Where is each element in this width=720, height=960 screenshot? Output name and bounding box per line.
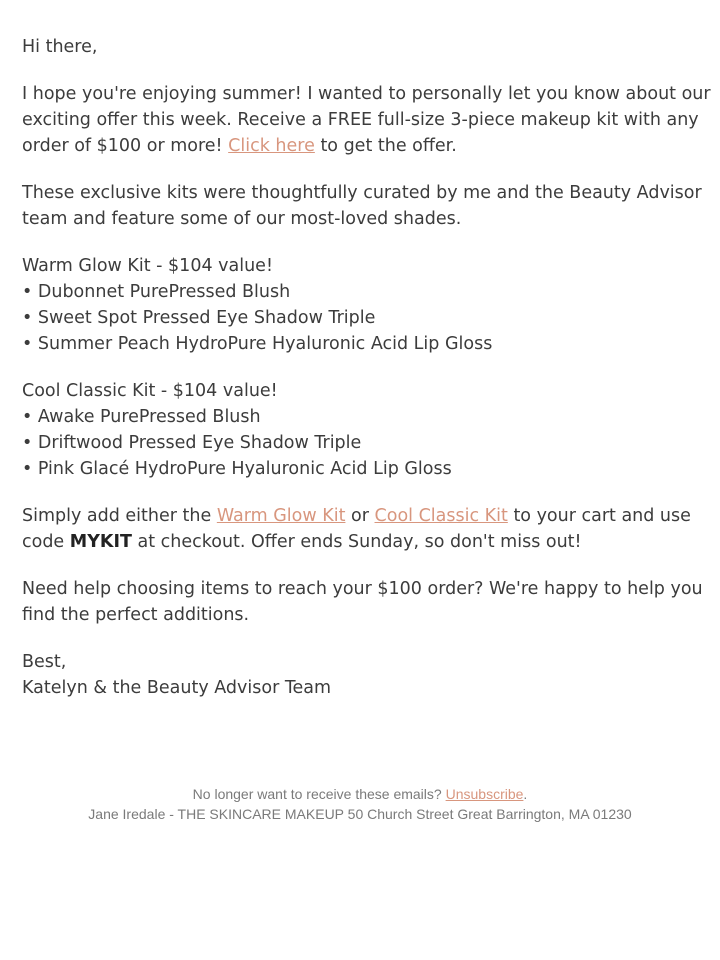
promo-code: MYKIT (69, 532, 132, 552)
cta-paragraph (22, 503, 712, 555)
help-paragraph: Need help choosing items to reach your $100 order? We're happy to help you find the perfect additions. (22, 579, 703, 625)
kit-item: • Summer Peach HydroPure Hyaluronic Acid Lip Gloss (22, 334, 493, 354)
unsubscribe-period: . (523, 786, 528, 802)
signature: Katelyn & the Beauty Advisor Team (22, 678, 332, 698)
intro-text: I hope you're enjoying summer! I wanted to personally let you know about our exciting offer this week. Receive a FREE full-size 3-piece makeup kit with any order of $100 or more! (22, 84, 711, 156)
warm-glow-kit-link[interactable]: Warm Glow Kit (216, 506, 346, 526)
kit-item: • Dubonnet PurePressed Blush (22, 282, 291, 302)
warm-glow-kit (22, 253, 712, 357)
kit-title: Warm Glow Kit - $104 value! (22, 256, 273, 276)
email-body (22, 34, 712, 722)
kit-title: Cool Classic Kit - $104 value! (22, 381, 278, 401)
click-here-link[interactable]: Click here (228, 136, 315, 156)
cool-classic-kit (22, 378, 712, 482)
signature-block (22, 649, 712, 701)
intro-paragraph (22, 81, 712, 159)
cta-after-text: at checkout. Offer ends Sunday, so don't miss out! (137, 532, 582, 552)
email-footer (0, 784, 720, 824)
cool-classic-kit-link[interactable]: Cool Classic Kit (374, 506, 508, 526)
signoff: Best, (22, 652, 67, 672)
kit-item: • Awake PurePressed Blush (22, 407, 261, 427)
kit-item: • Driftwood Pressed Eye Shadow Triple (22, 433, 362, 453)
kit-item: • Sweet Spot Pressed Eye Shadow Triple (22, 308, 376, 328)
unsubscribe-text: No longer want to receive these emails? (192, 786, 442, 802)
cta-before-text: Simply add either the (22, 506, 212, 526)
cta-or-text: or (351, 506, 369, 526)
unsubscribe-link[interactable]: Unsubscribe (445, 786, 524, 802)
greeting: Hi there, (22, 37, 98, 57)
curated-paragraph: These exclusive kits were thoughtfully curated by me and the Beauty Advisor team and feature some of our most-loved shades. (22, 183, 702, 229)
kit-item: • Pink Glacé HydroPure Hyaluronic Acid Lip Gloss (22, 459, 452, 479)
company-address: Jane Iredale - THE SKINCARE MAKEUP 50 Church Street Great Barrington, MA 01230 (88, 806, 632, 822)
intro-after-text: to get the offer. (320, 136, 457, 156)
cta-middle-text: to your cart and use code (22, 506, 691, 552)
unsubscribe-line (0, 784, 720, 804)
